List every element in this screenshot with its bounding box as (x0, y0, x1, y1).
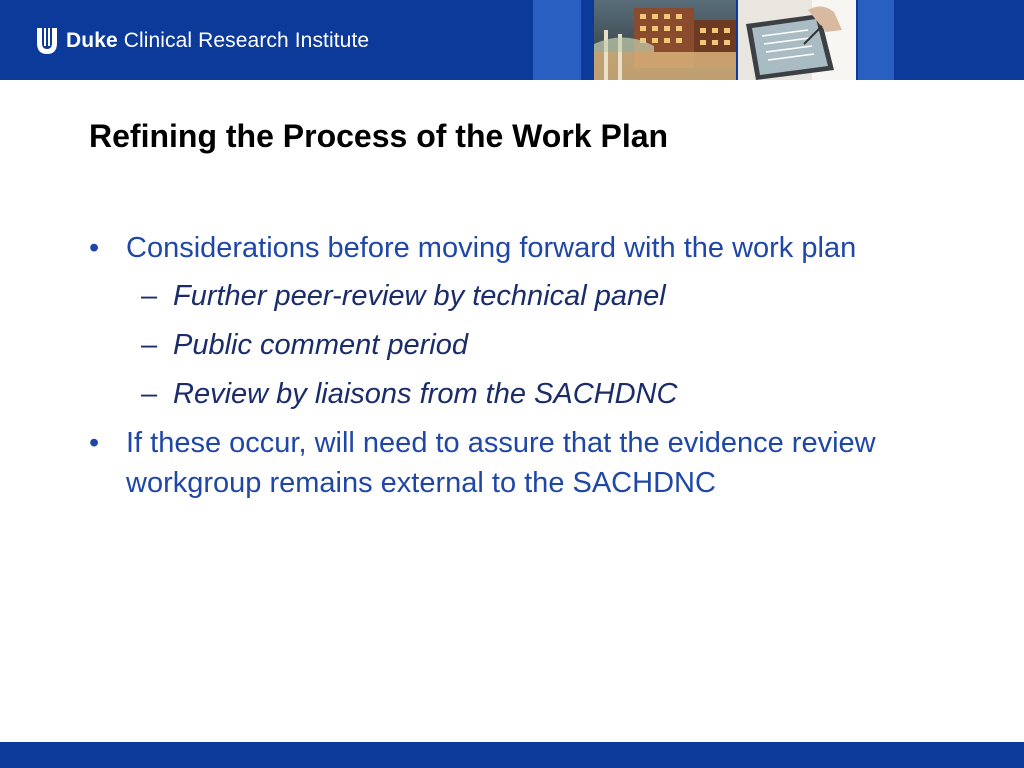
building-photo (594, 0, 736, 80)
bullet-item (89, 423, 949, 503)
sub-bullet-text: Further peer-review by technical panel (173, 280, 666, 312)
bullet-mark: • (89, 427, 100, 459)
bullet-mark: • (89, 232, 100, 264)
bullet-item (89, 228, 949, 268)
sub-bullet-text: Public comment period (173, 329, 468, 361)
duke-shield-icon (36, 27, 58, 55)
banner-stripe (858, 0, 894, 80)
header-banner (0, 0, 1024, 80)
slide-title: Refining the Process of the Work Plan (89, 118, 669, 154)
slide-body (89, 228, 949, 511)
banner-stripe (533, 0, 581, 80)
sub-bullet-mark: – (141, 378, 158, 410)
footer-bar (0, 742, 1024, 768)
sub-bullet-text: Review by liaisons from the SACHDNC (173, 378, 678, 410)
duke-logo (36, 26, 369, 56)
sub-bullet-item (89, 325, 949, 365)
sub-bullet-item (89, 276, 949, 316)
logo-text (66, 29, 369, 53)
tablet-photo (738, 0, 856, 80)
logo-text-rest: Clinical Research Institute (123, 29, 370, 52)
bullet-text: Considerations before moving forward with the work plan (126, 232, 857, 264)
sub-bullet-mark: – (141, 329, 158, 361)
bullet-text: If these occur, will need to assure that the evidence review workgroup remains external to the SACHDNC (126, 427, 876, 499)
sub-bullet-item (89, 374, 949, 414)
logo-text-bold: Duke (66, 29, 118, 52)
sub-bullet-mark: – (141, 280, 158, 312)
